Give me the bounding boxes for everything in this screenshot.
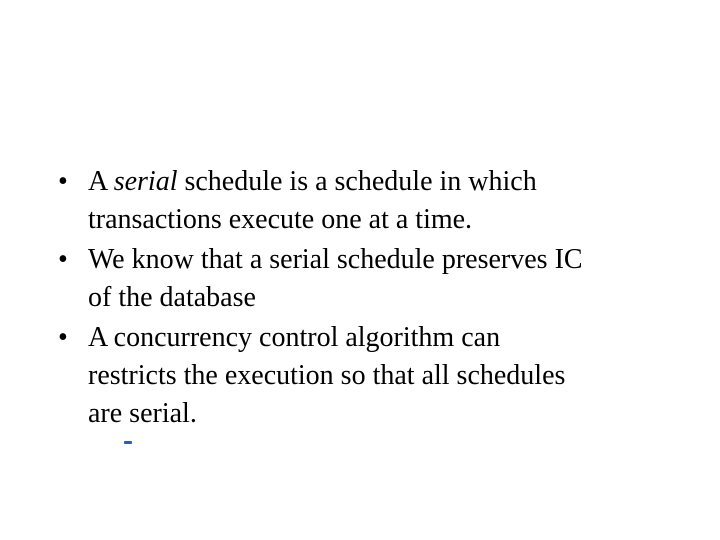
- bullet-line: [88, 163, 698, 201]
- bullet-dot: •: [58, 166, 68, 197]
- bullet-line: transactions execute one at a time.: [88, 204, 473, 235]
- bullet-text: schedule is a schedule in which: [177, 166, 537, 197]
- bullet-item: [58, 163, 698, 239]
- bullet-dot: •: [58, 322, 68, 353]
- bullet-text: A: [88, 166, 114, 197]
- emphasized-term: serial: [113, 166, 178, 197]
- bullet-list: [58, 163, 698, 435]
- text-cursor-mark: [124, 441, 132, 444]
- bullet-line: We know that a serial schedule preserves IC: [88, 244, 583, 275]
- bullet-item: [58, 241, 698, 317]
- bullet-line: of the database: [88, 282, 256, 313]
- bullet-line: A concurrency control algorithm can: [88, 322, 501, 353]
- bullet-dot: •: [58, 244, 68, 275]
- bullet-line: are serial.: [88, 398, 197, 429]
- bullet-item: [58, 319, 698, 433]
- bullet-line: restricts the execution so that all schedules: [88, 360, 566, 391]
